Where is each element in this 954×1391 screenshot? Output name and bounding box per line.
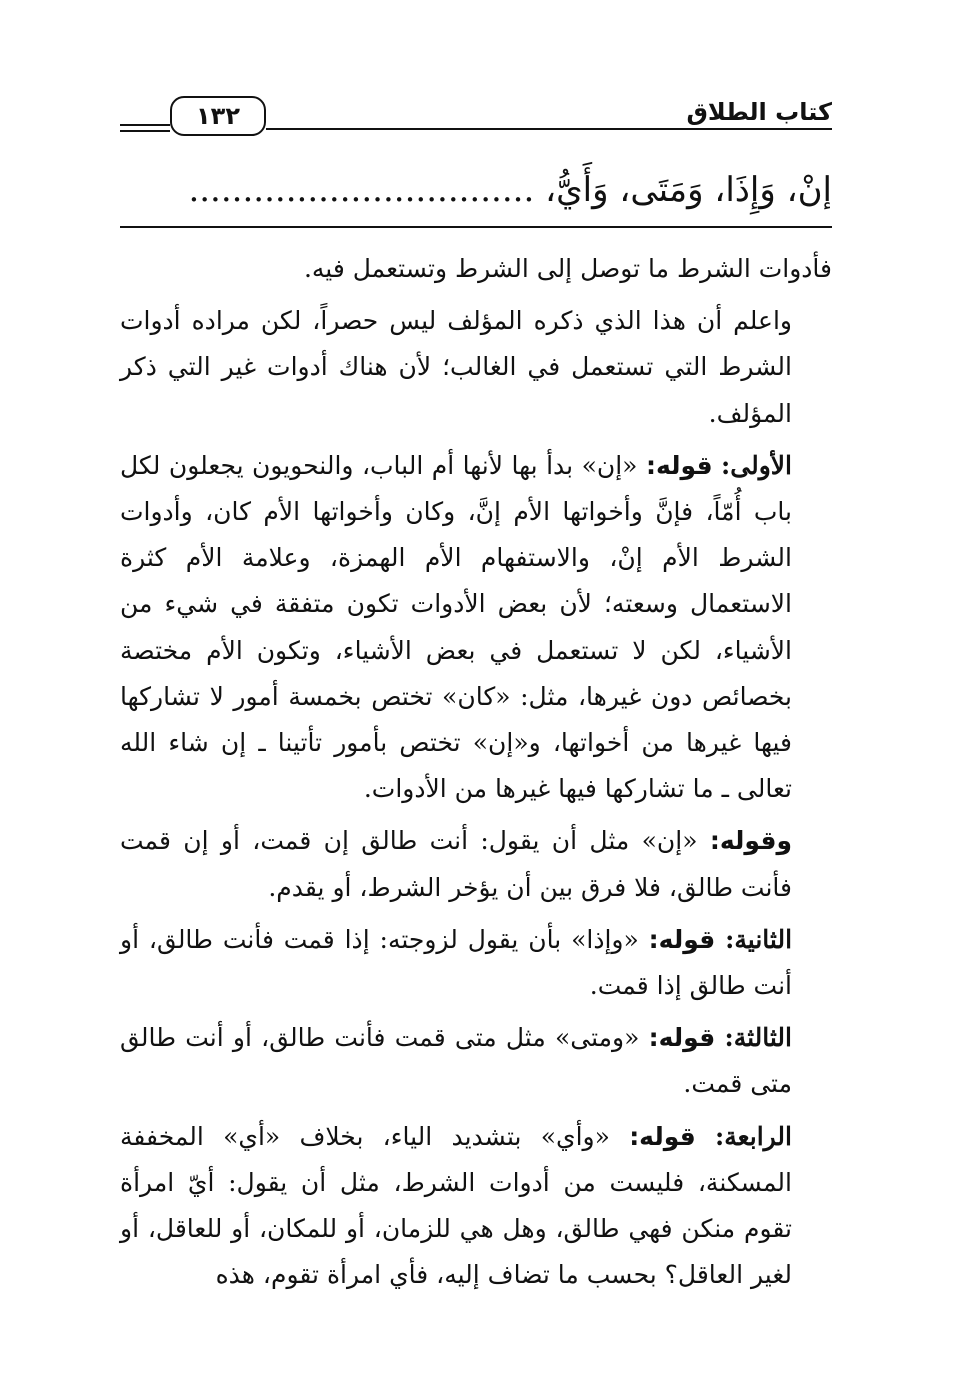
paragraph-label: الثالثة: — [724, 1023, 792, 1053]
header-rule — [266, 128, 832, 130]
paragraph-5 — [120, 917, 832, 1009]
paragraph-keyword: قوله: — [629, 1121, 696, 1151]
body-text — [120, 246, 832, 1304]
paragraph-2 — [120, 298, 832, 437]
matn-dots: ................................ — [188, 170, 535, 210]
paragraph-4 — [120, 818, 832, 910]
paragraph-text: «ومتى» مثل متى قمت فأنت طالق، أو أنت طالق متى قمت. — [120, 1023, 792, 1099]
paragraph-text: «إن» مثل أن يقول: أنت طالق إن قمت، أو إن قمت فأنت طالق، فلا فرق بين أن يؤخر الشرط، أو يقدم. — [120, 826, 792, 902]
paragraph-keyword: قوله: — [648, 1023, 716, 1053]
paragraph-text: «وإذا» بأن يقول لزوجته: إذا قمت فأنت طالق، أو أنت طالق إذا قمت. — [120, 924, 792, 1001]
paragraph-3 — [120, 443, 832, 813]
header-rule-left-bottom — [120, 130, 170, 132]
page-header — [120, 92, 832, 152]
book-title: كتاب الطلاق — [686, 98, 832, 126]
matn-text: إنْ، وَإِذَا، وَمَتَى، وَأَيُّ، — [545, 170, 832, 210]
paragraph-keyword: قوله: — [648, 924, 716, 954]
paragraph-label: الثانية: — [725, 924, 793, 954]
paragraph-keyword: وقوله: — [709, 826, 792, 856]
matn-line — [120, 160, 832, 220]
paragraph-label: الأولى: — [721, 450, 793, 480]
paragraph-text: فأدوات الشرط ما توصل إلى الشرط وتستعمل فيه. — [303, 254, 832, 283]
paragraph-label: الرابعة: — [715, 1121, 792, 1151]
page-number: ١٣٢ — [170, 96, 266, 136]
paragraph-keyword: قوله: — [645, 450, 713, 480]
matn-separator — [120, 226, 832, 228]
paragraph-text: «إن» بدأ بها لأنها أم الباب، والنحويون يجعلون لكل باب أُمّاً، فإنَّ وأخواتها الأم إنَّ، وكان وأخواتها الأم كان، وأدوات الشرط الأم إنْ، والاستفهام الأم الهمزة، وعلامة الأم كثرة الاستعمال وسعته؛ لأن بعض الأدوات تكون متفقة في شيء من الأشياء، لكن لا تستعمل في بعض الأشياء، وتكون الأم مختصة بخصائص دون غيرها، مثل: «كان» تختص بخمسة أمور لا تشاركها فيها غيرها من أخواتها، و«إن» تختص بأمور تأتينا ـ إن شاء الله تعالى ـ ما تشاركها فيها غيرها من الأدوات. — [120, 450, 793, 804]
paragraph-6 — [120, 1015, 832, 1107]
paragraph-text: واعلم أن هذا الذي ذكره المؤلف ليس حصراً، لكن مراده أدوات الشرط التي تستعمل في الغالب؛ لأن هناك أدوات غير التي ذكر المؤلف. — [120, 306, 792, 428]
paragraph-text: «وأي» بتشديد الياء، بخلاف «أي» المخففة المسكنة، فليست من أدوات الشرط، مثل أن يقول: أيّ امرأة تقوم منكن فهي طالق، وهل هي للزمان، أو للمكان، أو للعاقل، أو لغير العاقل؟ بحسب ما تضاف إليه، فأي امرأة تقوم، هذه — [120, 1121, 792, 1290]
header-rule-left-top — [120, 124, 170, 126]
paragraph-7 — [120, 1114, 832, 1299]
paragraph-1 — [120, 246, 832, 292]
